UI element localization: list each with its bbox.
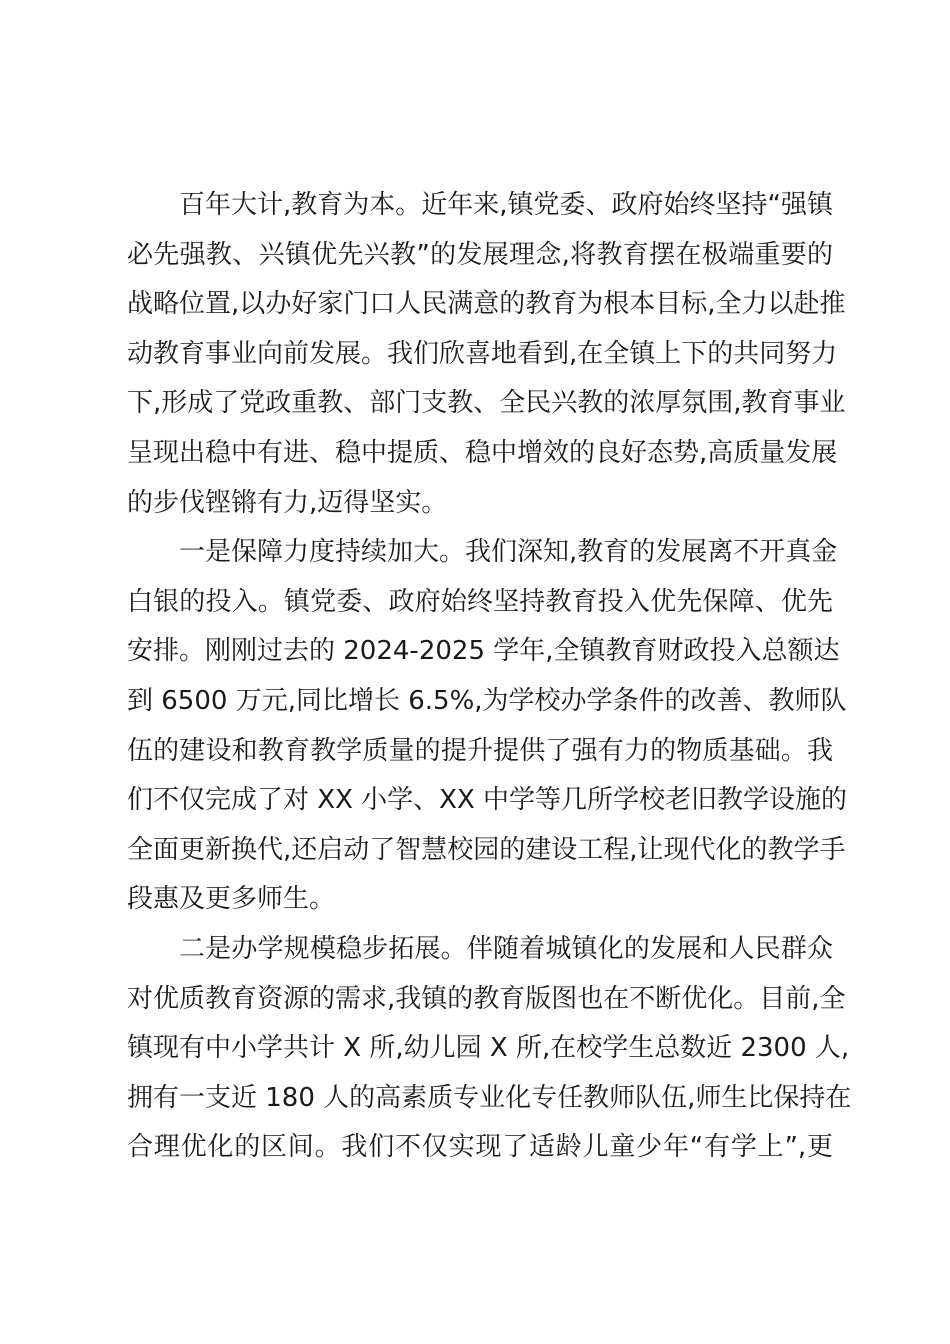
text-line: 镇现有中小学共计 X 所,幼儿园 X 所,在校学生总数近 2300 人, [127,1033,850,1064]
text-line: 的步伐铿锵有力,迈得坚实。 [127,487,448,518]
paragraph-intro [127,181,846,528]
text-line: 伍的建设和教育教学质量的提升提供了强有力的物质基础。我 [127,735,833,766]
text-line: 战略位置,以办好家门口人民满意的教育为根本目标,全力以赴推 [127,289,846,320]
text-line: 合理优化的区间。我们不仅实现了适龄儿童少年“有学上”,更 [127,1132,833,1163]
text-line: 二是办学规模稳步拓展。伴随着城镇化的发展和人民群众 [179,933,833,964]
text-line: 段惠及更多师生。 [127,884,336,915]
paragraph-funding [127,528,848,925]
text-line: 一是保障力度持续加大。我们深知,教育的发展离不开真金 [179,537,838,568]
paragraph-scale [127,925,852,1173]
text-line: 必先强教、兴镇优先兴教”的发展理念,将教育摆在极端重要的 [127,239,833,270]
text-line: 动教育事业向前发展。我们欣喜地看到,在全镇上下的共同努力 [127,338,838,369]
text-line: 到 6500 万元,同比增长 6.5%,为学校办学条件的改善、教师队 [127,685,847,716]
document-body [127,181,852,1173]
text-line: 下,形成了党政重教、部门支教、全民兴教的浓厚氛围,教育事业 [127,388,846,419]
text-line: 安排。刚刚过去的 2024-2025 学年,全镇教育财政投入总额达 [127,636,840,667]
text-line: 百年大计,教育为本。近年来,镇党委、政府始终坚持“强镇 [179,190,833,220]
text-line: 们不仅完成了对 XX 小学、XX 中学等几所学校老旧教学设施的 [127,785,848,816]
text-line: 白银的投入。镇党委、政府始终坚持教育投入优先保障、优先 [127,586,833,617]
text-line: 对优质教育资源的需求,我镇的教育版图也在不断优化。目前,全 [127,983,846,1014]
text-line: 拥有一支近 180 人的高素质专业化专任教师队伍,师生比保持在 [127,1082,852,1113]
text-line: 呈现出稳中有进、稳中提质、稳中增效的良好态势,高质量发展 [127,437,838,468]
text-line: 全面更新换代,还启动了智慧校园的建设工程,让现代化的教学手 [127,834,846,865]
